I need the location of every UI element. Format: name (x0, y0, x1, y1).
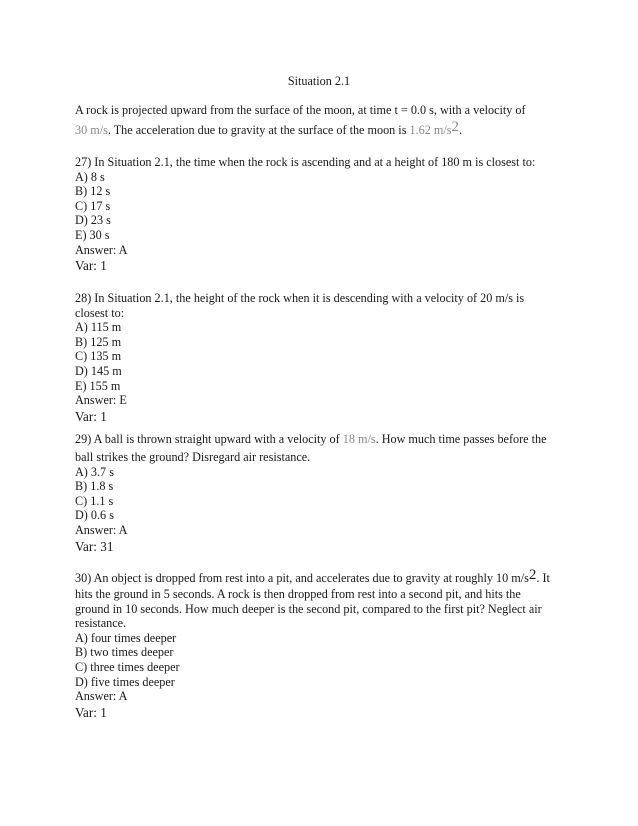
question-30 (75, 567, 575, 721)
choice-a: A) four times deeper (75, 630, 177, 645)
question-stem: 27) In Situation 2.1, the time when the rock is ascending and at a height of 180 m is closest to: (75, 155, 536, 169)
question-stem-line-3: ground in 10 seconds. How much deeper is the second pit, compared to the first pit? Neglect air (75, 601, 542, 616)
choice-b: B) 125 m (75, 334, 122, 349)
question-29 (75, 431, 575, 555)
question-stem-line-1 (75, 567, 575, 586)
choice-e: E) 30 s (75, 227, 110, 242)
choice-d: D) five times deeper (75, 674, 175, 689)
choice-e: E) 155 m (75, 378, 121, 393)
choice-b: B) 12 s (75, 184, 111, 199)
situation-title: Situation 2.1 (287, 74, 351, 88)
choice-b: B) 1.8 s (75, 479, 114, 494)
choice-c: C) 135 m (75, 349, 122, 364)
question-28 (75, 291, 575, 425)
situation-line-2-mid: . The acceleration due to gravity at the surface of the moon is (107, 122, 410, 137)
ball-velocity: 18 m/s (342, 432, 376, 446)
stem-pre: 30) An object is dropped from rest into a pit, and accelerates due to gravity at roughly 10 m/s (75, 571, 529, 585)
question-stem-line-1 (75, 431, 575, 447)
question-stem-line-1: 28) In Situation 2.1, the height of the rock when it is descending with a velocity of 20 m/s is (75, 291, 525, 305)
answer: Answer: E (75, 393, 127, 408)
question-stem-line-2: hits the ground in 5 seconds. A rock is then dropped from rest into a second pit, and hits the (75, 587, 521, 601)
gravity-value: 1.62 m/s (409, 122, 452, 137)
stem-post: . It (536, 571, 550, 585)
situation-line-2 (75, 118, 575, 138)
answer: Answer: A (75, 522, 128, 537)
choice-a: A) 8 s (75, 169, 105, 184)
stem-pre: 29) A ball is thrown straight upward with a velocity of (75, 432, 343, 446)
question-stem-line-4: resistance. (75, 616, 127, 631)
var: Var: 1 (75, 258, 107, 274)
choice-c: C) three times deeper (75, 659, 180, 674)
question-stem-line-2: closest to: (75, 305, 125, 320)
answer: Answer: A (75, 242, 128, 257)
var: Var: 1 (75, 704, 107, 720)
choice-c: C) 17 s (75, 198, 111, 213)
gravity-exponent: 2 (451, 118, 459, 135)
situation-line-1: A rock is projected upward from the surface of the moon, at time t = 0.0 s, with a velocity of (75, 103, 526, 117)
initial-velocity: 30 m/s (75, 122, 108, 137)
choice-b: B) two times deeper (75, 645, 174, 660)
choice-d: D) 0.6 s (75, 508, 114, 523)
choice-d: D) 145 m (75, 363, 122, 378)
choice-a: A) 115 m (75, 320, 122, 335)
situation-text (75, 103, 575, 137)
question-27 (75, 155, 575, 274)
stem-post: . How much time passes before the (375, 432, 547, 446)
acceleration-exponent: 2 (528, 567, 537, 583)
choice-d: D) 23 s (75, 213, 111, 228)
var: Var: 1 (75, 408, 107, 424)
answer: Answer: A (75, 689, 128, 704)
situation-line-2-end: . (458, 122, 463, 137)
choice-a: A) 3.7 s (75, 464, 114, 479)
var: Var: 31 (75, 538, 114, 554)
question-stem-line-2: ball strikes the ground? Disregard air resistance. (75, 450, 311, 464)
choice-c: C) 1.1 s (75, 493, 114, 508)
